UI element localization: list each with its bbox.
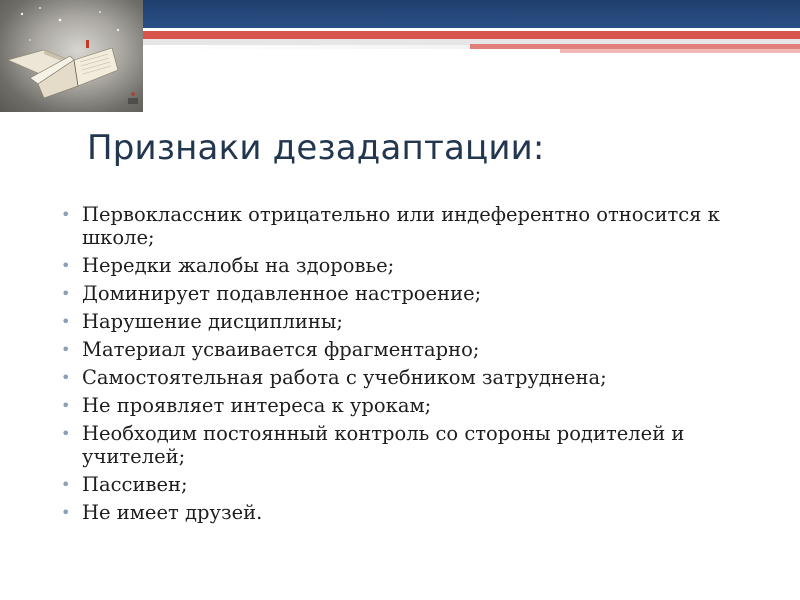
open-book-icon — [0, 0, 143, 112]
open-book-image — [0, 0, 143, 112]
bullet-dot-icon: • — [61, 205, 71, 224]
bullet-text: Необходим постоянный контроль со стороны родителей и учителей; — [82, 422, 685, 468]
bullet-item — [60, 282, 760, 305]
bullet-dot-icon: • — [61, 256, 71, 275]
header-stripe-fade — [143, 45, 473, 49]
bullet-text: Нередки жалобы на здоровье; — [82, 254, 395, 277]
bullet-text: Материал усваивается фрагментарно; — [82, 338, 480, 361]
bullet-dot-icon: • — [61, 503, 71, 522]
bullet-item — [60, 310, 760, 333]
bullet-list — [60, 203, 760, 529]
bullet-text: Не имеет друзей. — [82, 501, 263, 524]
bullet-dot-icon: • — [61, 312, 71, 331]
bullet-item — [60, 338, 760, 361]
bullet-item — [60, 394, 760, 417]
bullet-text: Не проявляет интереса к урокам; — [82, 394, 432, 417]
bullet-item — [60, 366, 760, 389]
bullet-text: Доминирует подавленное настроение; — [82, 282, 482, 305]
bullet-item — [60, 203, 760, 249]
header-stripe-light-pink — [560, 49, 800, 53]
slide-title: Признаки дезадаптации: — [87, 128, 545, 168]
bullet-dot-icon: • — [61, 424, 71, 443]
bullet-text: Самостоятельная работа с учебником затруднена; — [82, 366, 607, 389]
bullet-text: Нарушение дисциплины; — [82, 310, 343, 333]
bullet-dot-icon: • — [61, 396, 71, 415]
bullet-item — [60, 422, 760, 468]
bullet-item — [60, 254, 760, 277]
bullet-item — [60, 473, 760, 496]
bullet-item — [60, 501, 760, 524]
bullet-dot-icon: • — [61, 340, 71, 359]
bullet-text: Первоклассник отрицательно или индеферентно относится к школе; — [82, 203, 720, 249]
header-stripe-red — [143, 31, 800, 39]
bullet-text: Пассивен; — [82, 473, 188, 496]
header-stripe-navy — [143, 0, 800, 28]
bullet-dot-icon: • — [61, 284, 71, 303]
bullet-dot-icon: • — [61, 368, 71, 387]
bullet-dot-icon: • — [61, 475, 71, 494]
